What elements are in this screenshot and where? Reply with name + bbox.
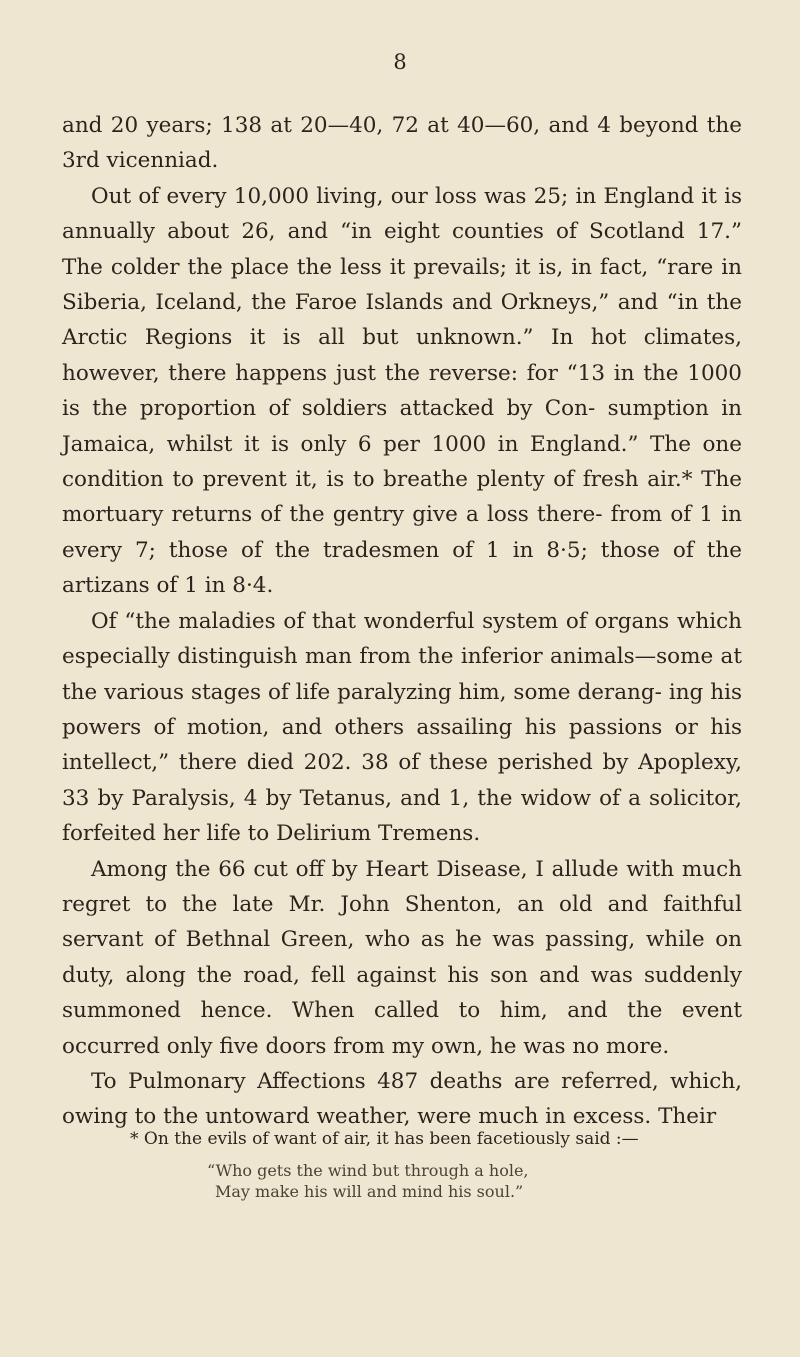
verse-line-1: “Who gets the wind but through a hole, [207,1161,529,1180]
footnote [62,1126,742,1202]
verse-line-2: May make his will and mind his soul.” [215,1182,524,1201]
footnote-text: * On the evils of want of air, it has been facetiously said :— [130,1129,639,1149]
footnote-verse [62,1160,742,1202]
page-number: 8 [393,50,407,74]
paragraph-3: Of “the maladies of that wonderful system of organs which especially distinguish man from the inferior animals—some at the various stages of life paralyzing him, some derang- ing his powers of motion, and others assailing his passions or his intellect,” there died 202. 38 of these perished by Apoplexy, 33 by Paralysis, 4 by Tetanus, and 1, the widow of a solicitor, forfeited her life to Delirium Tremens. [62,608,742,847]
paragraph-5: To Pulmonary Affections 487 deaths are referred, which, owing to the untoward weather, were much in excess. Their [62,1068,742,1130]
paragraph-4: Among the 66 cut off by Heart Disease, I allude with much regret to the late Mr. John Shenton, an old and faithful servant of Bethnal Green, who as he was passing, while on duty, along the road, fell against his son and was suddenly summoned hence. When called to him, and the event occurred only five doors from my own, he was no more. [62,856,742,1059]
paragraph-2: Out of every 10,000 living, our loss was 25; in England it is annually about 26, and “in eight counties of Scotland 17.” The colder the place the less it prevails; it is, in fact, “rare in Siberia, Iceland, the Faroe Islands and Orkneys,” and “in the Arctic Regions it is all but unknown.” In hot climates, however, there happens just the reverse: for “13 in the 1000 is the proportion of soldiers attacked by Con- sumption in Jamaica, whilst it is only 6 per 1000 in England.” The one condition to prevent it, is to breathe plenty of fresh air.* The mortuary returns of the gentry give a loss there- from of 1 in every 7; those of the tradesmen of 1 in 8·5; those of the artizans of 1 in 8·4. [62,183,742,599]
body-text [62,108,742,1135]
paragraph-1: and 20 years; 138 at 20—40, 72 at 40—60, and 4 beyond the 3rd vicenniad. [62,113,742,174]
